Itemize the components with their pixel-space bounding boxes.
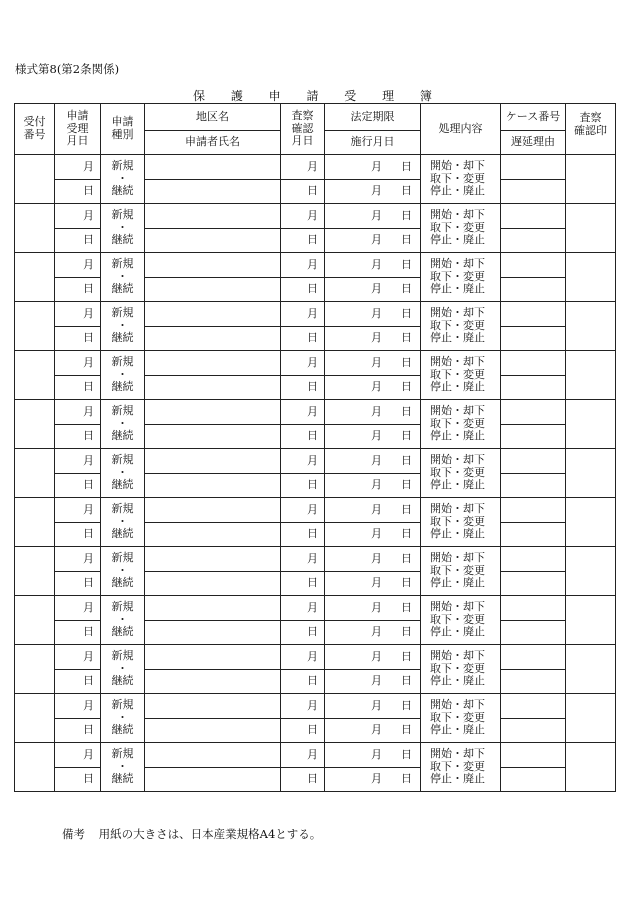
delay-reason-cell[interactable] bbox=[501, 523, 566, 547]
application-kind-cell[interactable]: 新規 ・ 継続 bbox=[101, 547, 145, 596]
application-day-cell[interactable]: 日 bbox=[55, 327, 101, 351]
application-kind-cell[interactable]: 新規 ・ 継続 bbox=[101, 596, 145, 645]
delay-reason-cell[interactable] bbox=[501, 474, 566, 498]
case-no-cell[interactable] bbox=[501, 351, 566, 376]
protection-application-register bbox=[14, 103, 616, 792]
legal-deadline-cell[interactable]: 月 日 bbox=[325, 400, 421, 425]
legal-deadline-cell[interactable]: 月 日 bbox=[325, 155, 421, 180]
action-cell[interactable]: 開始・却下 取下・変更 停止・廃止 bbox=[421, 302, 501, 351]
inspection-day-cell[interactable]: 日 bbox=[281, 229, 325, 253]
application-day-cell[interactable]: 日 bbox=[55, 768, 101, 792]
inspection-seal-cell[interactable] bbox=[566, 645, 616, 694]
action-cell[interactable]: 開始・却下 取下・変更 停止・廃止 bbox=[421, 694, 501, 743]
application-month-cell[interactable]: 月 bbox=[55, 204, 101, 229]
receipt-no-cell[interactable] bbox=[15, 400, 55, 449]
header-delay-reason: 遅延理由 bbox=[501, 131, 566, 155]
legal-deadline-cell[interactable]: 月 日 bbox=[325, 351, 421, 376]
inspection-day-cell[interactable]: 日 bbox=[281, 425, 325, 449]
applicant-name-cell[interactable] bbox=[145, 768, 281, 792]
inspection-seal-cell[interactable] bbox=[566, 596, 616, 645]
inspection-month-cell[interactable]: 月 bbox=[281, 596, 325, 621]
inspection-month-cell[interactable]: 月 bbox=[281, 351, 325, 376]
delay-reason-cell[interactable] bbox=[501, 572, 566, 596]
enforcement-date-cell[interactable]: 月 日 bbox=[325, 523, 421, 547]
inspection-day-cell[interactable]: 日 bbox=[281, 474, 325, 498]
applicant-name-cell[interactable] bbox=[145, 719, 281, 743]
application-day-cell[interactable]: 日 bbox=[55, 523, 101, 547]
application-month-cell[interactable]: 月 bbox=[55, 498, 101, 523]
inspection-day-cell[interactable]: 日 bbox=[281, 670, 325, 694]
action-cell[interactable]: 開始・却下 取下・変更 停止・廃止 bbox=[421, 351, 501, 400]
application-kind-cell[interactable]: 新規 ・ 継続 bbox=[101, 204, 145, 253]
district-cell[interactable] bbox=[145, 155, 281, 180]
delay-reason-cell[interactable] bbox=[501, 425, 566, 449]
case-no-cell[interactable] bbox=[501, 449, 566, 474]
header-applicant: 申請者氏名 bbox=[145, 131, 281, 155]
enforcement-date-cell[interactable]: 月 日 bbox=[325, 719, 421, 743]
action-cell[interactable]: 開始・却下 取下・変更 停止・廃止 bbox=[421, 449, 501, 498]
district-cell[interactable] bbox=[145, 694, 281, 719]
application-month-cell[interactable]: 月 bbox=[55, 302, 101, 327]
application-month-cell[interactable]: 月 bbox=[55, 645, 101, 670]
inspection-seal-cell[interactable] bbox=[566, 253, 616, 302]
action-cell[interactable]: 開始・却下 取下・変更 停止・廃止 bbox=[421, 743, 501, 792]
case-no-cell[interactable] bbox=[501, 302, 566, 327]
header-enforcement-date: 施行月日 bbox=[325, 131, 421, 155]
inspection-seal-cell[interactable] bbox=[566, 204, 616, 253]
application-kind-cell[interactable]: 新規 ・ 継続 bbox=[101, 743, 145, 792]
header-inspection-seal: 査察 確認印 bbox=[566, 104, 616, 155]
inspection-seal-cell[interactable] bbox=[566, 400, 616, 449]
inspection-seal-cell[interactable] bbox=[566, 498, 616, 547]
inspection-day-cell[interactable]: 日 bbox=[281, 327, 325, 351]
application-month-cell[interactable]: 月 bbox=[55, 253, 101, 278]
legal-deadline-cell[interactable]: 月 日 bbox=[325, 253, 421, 278]
inspection-day-cell[interactable]: 日 bbox=[281, 376, 325, 400]
inspection-seal-cell[interactable] bbox=[566, 351, 616, 400]
inspection-seal-cell[interactable] bbox=[566, 302, 616, 351]
enforcement-date-cell[interactable]: 月 日 bbox=[325, 425, 421, 449]
delay-reason-cell[interactable] bbox=[501, 621, 566, 645]
delay-reason-cell[interactable] bbox=[501, 719, 566, 743]
receipt-no-cell[interactable] bbox=[15, 253, 55, 302]
enforcement-date-cell[interactable]: 月 日 bbox=[325, 670, 421, 694]
application-day-cell[interactable]: 日 bbox=[55, 425, 101, 449]
inspection-month-cell[interactable]: 月 bbox=[281, 645, 325, 670]
district-cell[interactable] bbox=[145, 302, 281, 327]
case-no-cell[interactable] bbox=[501, 645, 566, 670]
case-no-cell[interactable] bbox=[501, 253, 566, 278]
header-row-1 bbox=[15, 104, 616, 131]
entry-row-top bbox=[15, 645, 616, 670]
inspection-month-cell[interactable]: 月 bbox=[281, 302, 325, 327]
footnote-label: 備考 bbox=[62, 827, 85, 841]
enforcement-date-cell[interactable]: 月 日 bbox=[325, 474, 421, 498]
application-kind-cell[interactable]: 新規 ・ 継続 bbox=[101, 449, 145, 498]
application-day-cell[interactable]: 日 bbox=[55, 670, 101, 694]
legal-deadline-cell[interactable]: 月 日 bbox=[325, 449, 421, 474]
inspection-month-cell[interactable]: 月 bbox=[281, 155, 325, 180]
entry-row-top bbox=[15, 155, 616, 180]
receipt-no-cell[interactable] bbox=[15, 155, 55, 204]
footnote-text: 用紙の大きさは、日本産業規格A4とする。 bbox=[98, 827, 322, 841]
application-kind-cell[interactable]: 新規 ・ 継続 bbox=[101, 351, 145, 400]
applicant-name-cell[interactable] bbox=[145, 572, 281, 596]
enforcement-date-cell[interactable]: 月 日 bbox=[325, 327, 421, 351]
enforcement-date-cell[interactable]: 月 日 bbox=[325, 229, 421, 253]
application-day-cell[interactable]: 日 bbox=[55, 572, 101, 596]
district-cell[interactable] bbox=[145, 596, 281, 621]
case-no-cell[interactable] bbox=[501, 743, 566, 768]
entry-row-top bbox=[15, 351, 616, 376]
receipt-no-cell[interactable] bbox=[15, 645, 55, 694]
district-cell[interactable] bbox=[145, 743, 281, 768]
enforcement-date-cell[interactable]: 月 日 bbox=[325, 278, 421, 302]
inspection-day-cell[interactable]: 日 bbox=[281, 180, 325, 204]
header-application-kind: 申請 種別 bbox=[101, 104, 145, 155]
application-month-cell[interactable]: 月 bbox=[55, 155, 101, 180]
application-kind-cell[interactable]: 新規 ・ 継続 bbox=[101, 155, 145, 204]
applicant-name-cell[interactable] bbox=[145, 425, 281, 449]
applicant-name-cell[interactable] bbox=[145, 278, 281, 302]
entry-row-top bbox=[15, 400, 616, 425]
action-cell[interactable]: 開始・却下 取下・変更 停止・廃止 bbox=[421, 596, 501, 645]
enforcement-date-cell[interactable]: 月 日 bbox=[325, 180, 421, 204]
case-no-cell[interactable] bbox=[501, 694, 566, 719]
inspection-seal-cell[interactable] bbox=[566, 547, 616, 596]
applicant-name-cell[interactable] bbox=[145, 327, 281, 351]
header-action: 処理内容 bbox=[421, 104, 501, 155]
delay-reason-cell[interactable] bbox=[501, 278, 566, 302]
action-cell[interactable]: 開始・却下 取下・変更 停止・廃止 bbox=[421, 400, 501, 449]
district-cell[interactable] bbox=[145, 449, 281, 474]
application-day-cell[interactable]: 日 bbox=[55, 278, 101, 302]
district-cell[interactable] bbox=[145, 351, 281, 376]
application-month-cell[interactable]: 月 bbox=[55, 694, 101, 719]
entry-row-top bbox=[15, 547, 616, 572]
inspection-month-cell[interactable]: 月 bbox=[281, 204, 325, 229]
enforcement-date-cell[interactable]: 月 日 bbox=[325, 376, 421, 400]
action-cell[interactable]: 開始・却下 取下・変更 停止・廃止 bbox=[421, 547, 501, 596]
legal-deadline-cell[interactable]: 月 日 bbox=[325, 596, 421, 621]
entry-row-top bbox=[15, 253, 616, 278]
applicant-name-cell[interactable] bbox=[145, 523, 281, 547]
inspection-month-cell[interactable]: 月 bbox=[281, 400, 325, 425]
application-day-cell[interactable]: 日 bbox=[55, 180, 101, 204]
receipt-no-cell[interactable] bbox=[15, 204, 55, 253]
delay-reason-cell[interactable] bbox=[501, 180, 566, 204]
inspection-month-cell[interactable]: 月 bbox=[281, 694, 325, 719]
application-day-cell[interactable]: 日 bbox=[55, 376, 101, 400]
header-case-no: ケース番号 bbox=[501, 104, 566, 131]
header-application-date: 申請 受理 月日 bbox=[55, 104, 101, 155]
applicant-name-cell[interactable] bbox=[145, 474, 281, 498]
action-cell[interactable]: 開始・却下 取下・変更 停止・廃止 bbox=[421, 204, 501, 253]
document-title: 保 護 申 請 受 理 簿 bbox=[193, 89, 443, 103]
entry-row-top bbox=[15, 498, 616, 523]
case-no-cell[interactable] bbox=[501, 498, 566, 523]
form-identifier: 様式第8(第2条関係) bbox=[15, 62, 120, 76]
inspection-day-cell[interactable]: 日 bbox=[281, 278, 325, 302]
entry-row-top bbox=[15, 596, 616, 621]
applicant-name-cell[interactable] bbox=[145, 376, 281, 400]
application-day-cell[interactable]: 日 bbox=[55, 229, 101, 253]
inspection-month-cell[interactable]: 月 bbox=[281, 743, 325, 768]
inspection-month-cell[interactable]: 月 bbox=[281, 253, 325, 278]
header-inspection-date: 査察 確認 月日 bbox=[281, 104, 325, 155]
applicant-name-cell[interactable] bbox=[145, 621, 281, 645]
inspection-day-cell[interactable]: 日 bbox=[281, 523, 325, 547]
footnote bbox=[62, 826, 321, 842]
inspection-seal-cell[interactable] bbox=[566, 449, 616, 498]
receipt-no-cell[interactable] bbox=[15, 449, 55, 498]
legal-deadline-cell[interactable]: 月 日 bbox=[325, 302, 421, 327]
legal-deadline-cell[interactable]: 月 日 bbox=[325, 547, 421, 572]
case-no-cell[interactable] bbox=[501, 204, 566, 229]
inspection-month-cell[interactable]: 月 bbox=[281, 547, 325, 572]
district-cell[interactable] bbox=[145, 645, 281, 670]
header-receipt-no: 受付 番号 bbox=[15, 104, 55, 155]
case-no-cell[interactable] bbox=[501, 155, 566, 180]
inspection-seal-cell[interactable] bbox=[566, 155, 616, 204]
application-day-cell[interactable]: 日 bbox=[55, 719, 101, 743]
action-cell[interactable]: 開始・却下 取下・変更 停止・廃止 bbox=[421, 645, 501, 694]
case-no-cell[interactable] bbox=[501, 596, 566, 621]
applicant-name-cell[interactable] bbox=[145, 229, 281, 253]
application-kind-cell[interactable]: 新規 ・ 継続 bbox=[101, 694, 145, 743]
receipt-no-cell[interactable] bbox=[15, 596, 55, 645]
delay-reason-cell[interactable] bbox=[501, 376, 566, 400]
header-district: 地区名 bbox=[145, 104, 281, 131]
district-cell[interactable] bbox=[145, 547, 281, 572]
enforcement-date-cell[interactable]: 月 日 bbox=[325, 572, 421, 596]
inspection-day-cell[interactable]: 日 bbox=[281, 572, 325, 596]
receipt-no-cell[interactable] bbox=[15, 302, 55, 351]
district-cell[interactable] bbox=[145, 498, 281, 523]
action-cell[interactable]: 開始・却下 取下・変更 停止・廃止 bbox=[421, 253, 501, 302]
application-month-cell[interactable]: 月 bbox=[55, 351, 101, 376]
entry-row-top bbox=[15, 694, 616, 719]
application-month-cell[interactable]: 月 bbox=[55, 449, 101, 474]
enforcement-date-cell[interactable]: 月 日 bbox=[325, 768, 421, 792]
entry-row-top bbox=[15, 743, 616, 768]
case-no-cell[interactable] bbox=[501, 547, 566, 572]
inspection-day-cell[interactable]: 日 bbox=[281, 621, 325, 645]
inspection-day-cell[interactable]: 日 bbox=[281, 719, 325, 743]
legal-deadline-cell[interactable]: 月 日 bbox=[325, 645, 421, 670]
inspection-seal-cell[interactable] bbox=[566, 743, 616, 792]
legal-deadline-cell[interactable]: 月 日 bbox=[325, 498, 421, 523]
applicant-name-cell[interactable] bbox=[145, 180, 281, 204]
inspection-seal-cell[interactable] bbox=[566, 694, 616, 743]
delay-reason-cell[interactable] bbox=[501, 768, 566, 792]
application-kind-cell[interactable]: 新規 ・ 継続 bbox=[101, 253, 145, 302]
entry-row-top bbox=[15, 449, 616, 474]
inspection-day-cell[interactable]: 日 bbox=[281, 768, 325, 792]
entry-row-top bbox=[15, 302, 616, 327]
receipt-no-cell[interactable] bbox=[15, 351, 55, 400]
receipt-no-cell[interactable] bbox=[15, 547, 55, 596]
case-no-cell[interactable] bbox=[501, 400, 566, 425]
header-legal-deadline: 法定期限 bbox=[325, 104, 421, 131]
legal-deadline-cell[interactable]: 月 日 bbox=[325, 743, 421, 768]
delay-reason-cell[interactable] bbox=[501, 229, 566, 253]
legal-deadline-cell[interactable]: 月 日 bbox=[325, 204, 421, 229]
application-month-cell[interactable]: 月 bbox=[55, 596, 101, 621]
application-month-cell[interactable]: 月 bbox=[55, 743, 101, 768]
application-kind-cell[interactable]: 新規 ・ 継続 bbox=[101, 498, 145, 547]
receipt-no-cell[interactable] bbox=[15, 743, 55, 792]
enforcement-date-cell[interactable]: 月 日 bbox=[325, 621, 421, 645]
action-cell[interactable]: 開始・却下 取下・変更 停止・廃止 bbox=[421, 155, 501, 204]
application-month-cell[interactable]: 月 bbox=[55, 400, 101, 425]
district-cell[interactable] bbox=[145, 253, 281, 278]
inspection-month-cell[interactable]: 月 bbox=[281, 449, 325, 474]
receipt-no-cell[interactable] bbox=[15, 694, 55, 743]
receipt-no-cell[interactable] bbox=[15, 498, 55, 547]
application-kind-cell[interactable]: 新規 ・ 継続 bbox=[101, 645, 145, 694]
application-day-cell[interactable]: 日 bbox=[55, 474, 101, 498]
inspection-month-cell[interactable]: 月 bbox=[281, 498, 325, 523]
delay-reason-cell[interactable] bbox=[501, 670, 566, 694]
delay-reason-cell[interactable] bbox=[501, 327, 566, 351]
district-cell[interactable] bbox=[145, 204, 281, 229]
application-kind-cell[interactable]: 新規 ・ 継続 bbox=[101, 302, 145, 351]
district-cell[interactable] bbox=[145, 400, 281, 425]
action-cell[interactable]: 開始・却下 取下・変更 停止・廃止 bbox=[421, 498, 501, 547]
applicant-name-cell[interactable] bbox=[145, 670, 281, 694]
register-body bbox=[15, 155, 616, 792]
legal-deadline-cell[interactable]: 月 日 bbox=[325, 694, 421, 719]
application-day-cell[interactable]: 日 bbox=[55, 621, 101, 645]
entry-row-top bbox=[15, 204, 616, 229]
application-month-cell[interactable]: 月 bbox=[55, 547, 101, 572]
application-kind-cell[interactable]: 新規 ・ 継続 bbox=[101, 400, 145, 449]
